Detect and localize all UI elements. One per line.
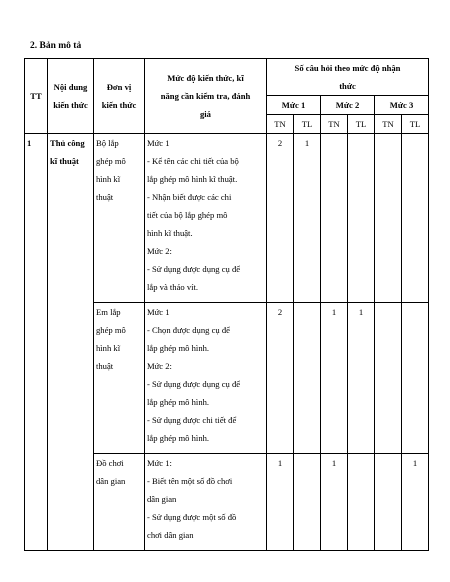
description-table — [24, 58, 429, 551]
header-so-cau: Số câu hỏi theo mức độ nhận thức — [267, 59, 429, 96]
count-cell: 2 — [267, 134, 294, 303]
count-cell: 1 — [294, 134, 321, 303]
count-cell — [321, 134, 348, 303]
count-cell — [294, 303, 321, 454]
count-cell: 1 — [267, 454, 294, 551]
header-don-vi: Đơn vị kiến thức — [94, 59, 145, 134]
count-cell: 2 — [267, 303, 294, 454]
header-tt: TT — [25, 59, 48, 134]
count-cell — [375, 303, 402, 454]
section-heading: 2. Bản mô tả — [30, 41, 82, 51]
unit-cell: Em lắp ghép mô hình kĩ thuật — [94, 303, 145, 454]
count-cell: 1 — [321, 303, 348, 454]
description-cell: Mức 1 - Kể tên các chi tiết của bộ lắp ghép mô hình kĩ thuật. - Nhận biết được các chi tiết của bộ lắp ghép mô hình kĩ thuật. Mức 2: - Sử dụng được dụng cụ để lắp và tháo vít. — [145, 134, 267, 303]
row-tt: 1 — [25, 134, 48, 551]
unit-cell: Đồ chơi dân gian — [94, 454, 145, 551]
header-sub: TL — [402, 115, 429, 134]
topic-cell: Thủ công kĩ thuật — [48, 134, 94, 551]
header-sub: TN — [267, 115, 294, 134]
count-cell — [348, 454, 375, 551]
header-muc-1: Mức 1 — [267, 96, 321, 115]
header-sub: TN — [375, 115, 402, 134]
count-cell — [375, 454, 402, 551]
header-noi-dung: Nội dung kiến thức — [48, 59, 94, 134]
header-sub: TL — [348, 115, 375, 134]
count-cell — [402, 303, 429, 454]
description-cell: Mức 1: - Biết tên một số đồ chơi dân gian - Sử dụng được một số đồ chơi dân gian — [145, 454, 267, 551]
count-cell: 1 — [321, 454, 348, 551]
count-cell — [294, 454, 321, 551]
count-cell — [348, 134, 375, 303]
count-cell — [402, 134, 429, 303]
table-row — [25, 134, 429, 303]
header-sub: TL — [294, 115, 321, 134]
header-muc-2: Mức 2 — [321, 96, 375, 115]
count-cell: 1 — [348, 303, 375, 454]
count-cell: 1 — [402, 454, 429, 551]
header-muc-3: Mức 3 — [375, 96, 429, 115]
header-muc-do: Mức độ kiến thức, kĩ năng cần kiểm tra, đánh giá — [145, 59, 267, 134]
unit-cell: Bộ lắp ghép mô hình kĩ thuật — [94, 134, 145, 303]
count-cell — [375, 134, 402, 303]
header-sub: TN — [321, 115, 348, 134]
description-cell: Mức 1 - Chọn được dụng cụ để lắp ghép mô hình. Mức 2: - Sử dụng được dụng cụ để lắp ghép mô hình. - Sử dụng được chi tiết để lắp ghép mô hình. — [145, 303, 267, 454]
